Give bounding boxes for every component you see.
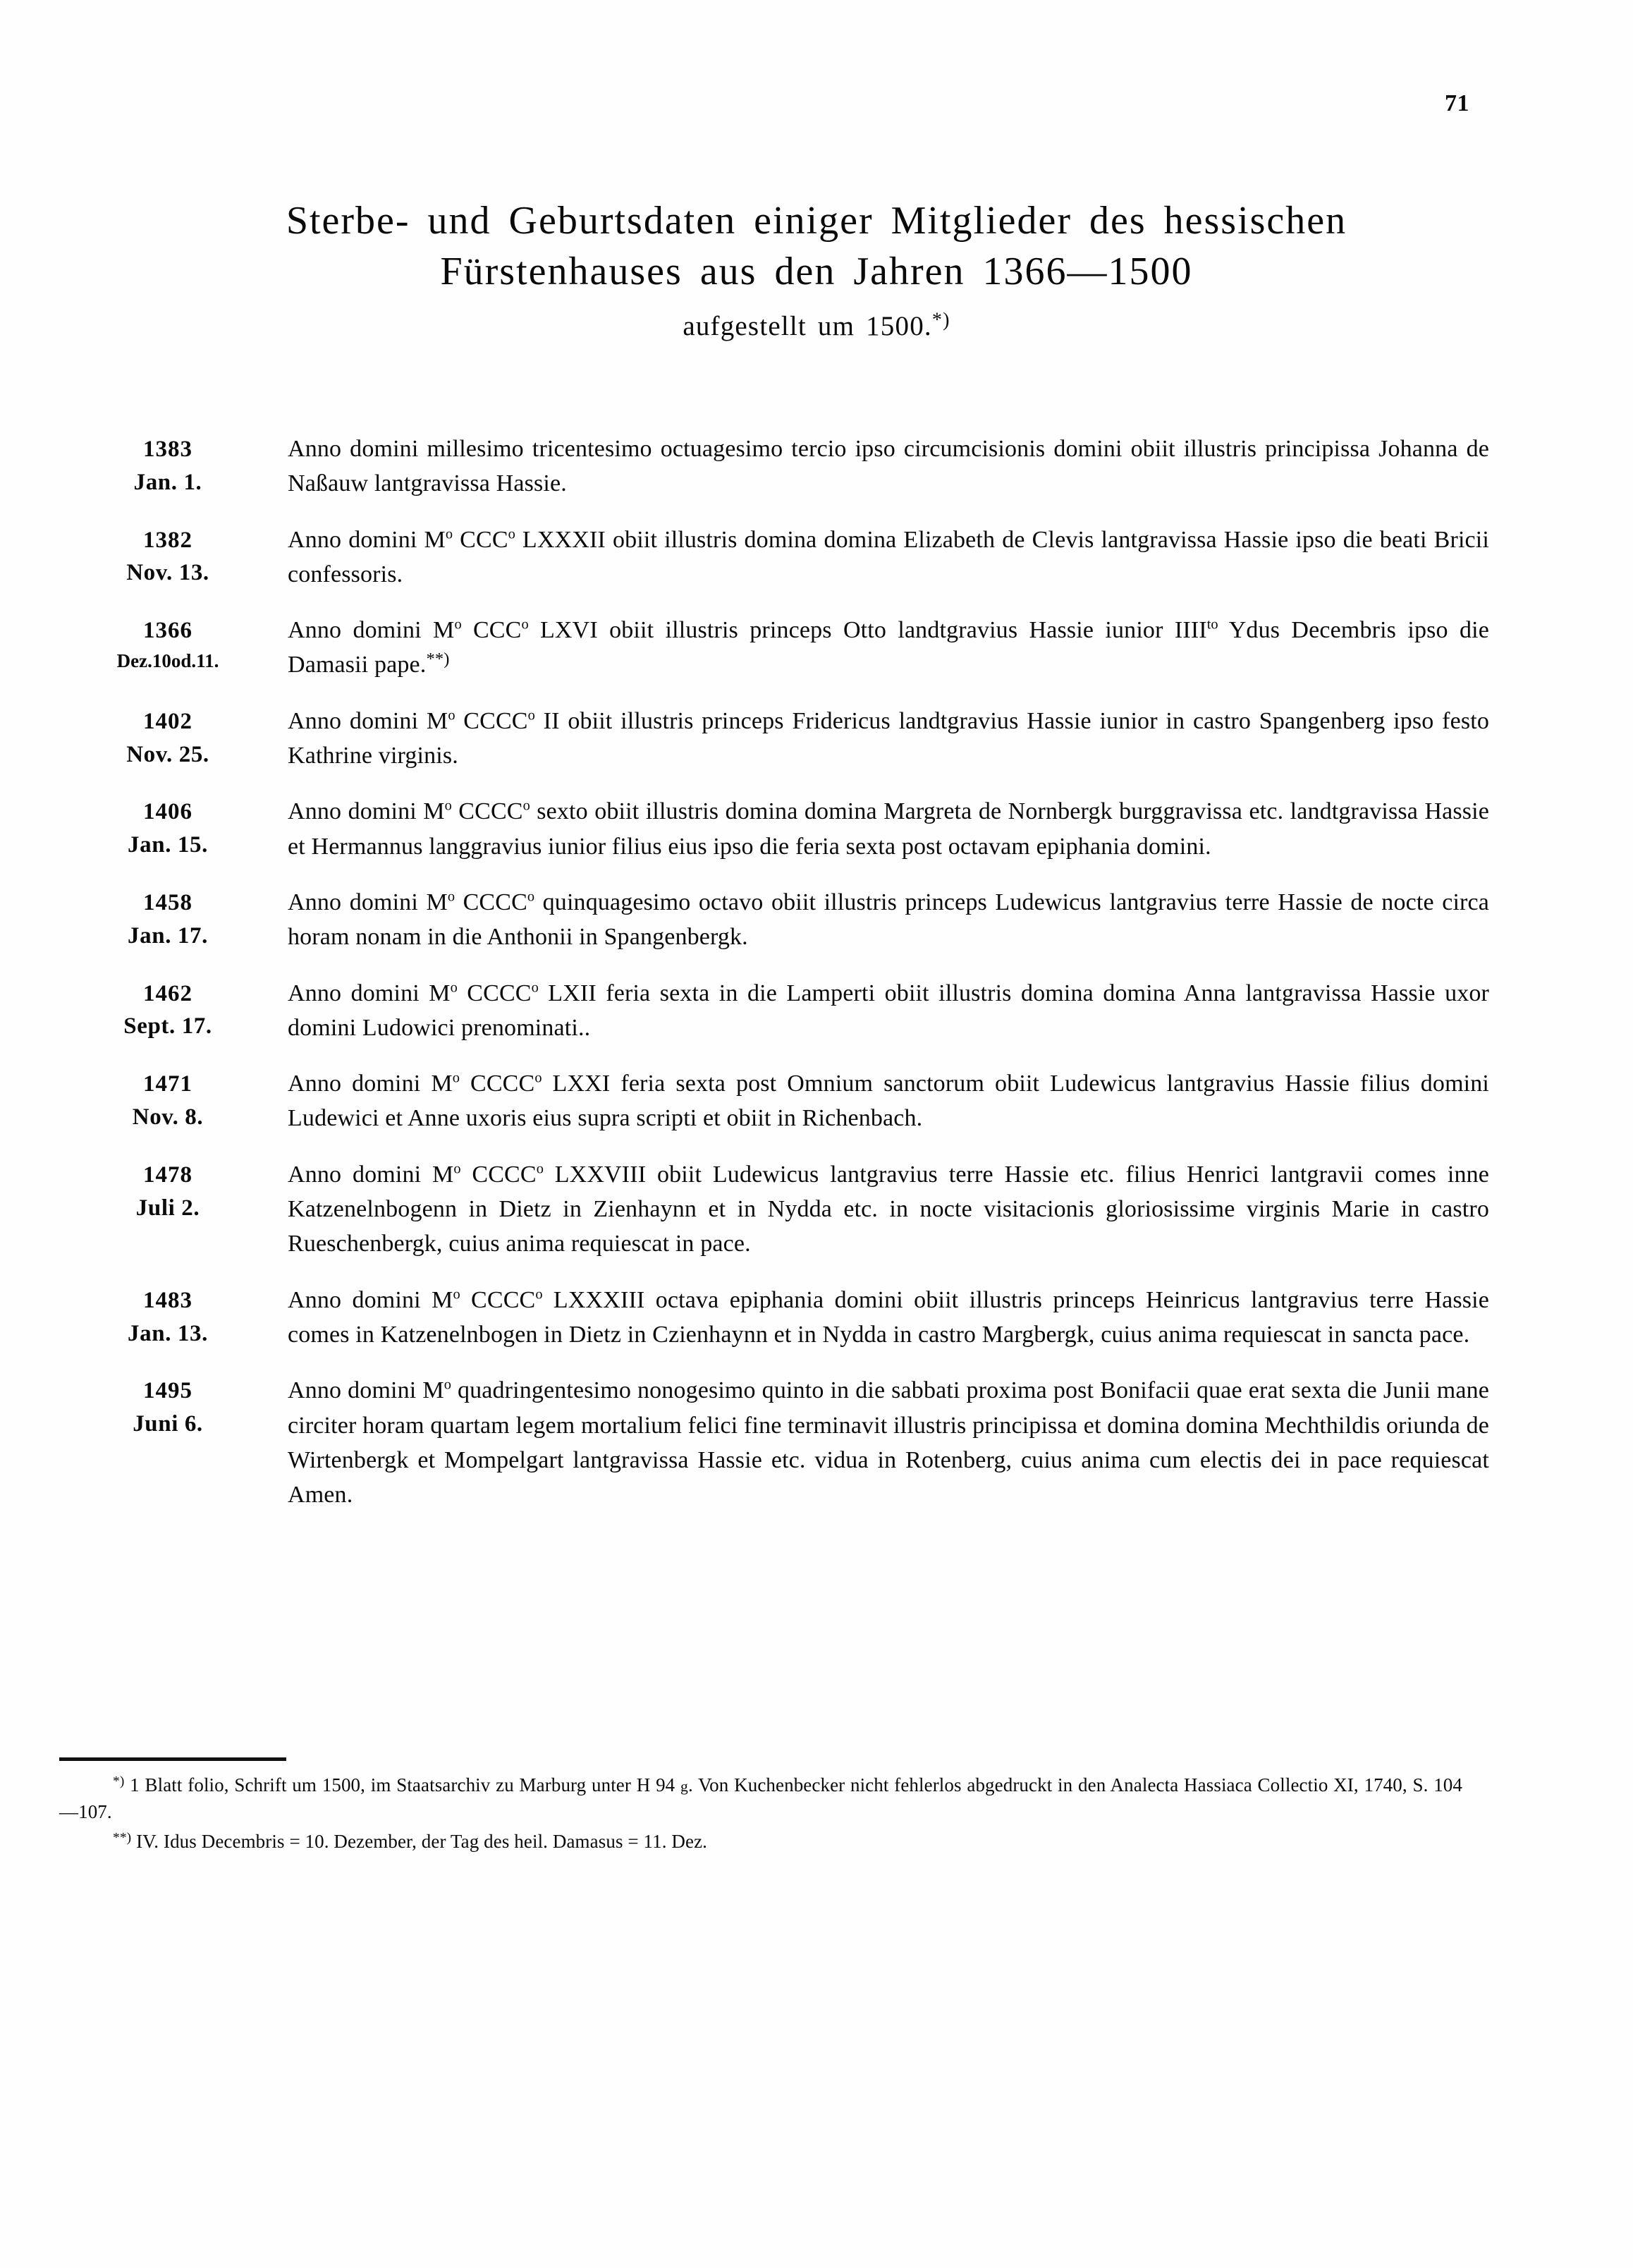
entry-body: Anno domini millesimo tricentesimo octuagesimo tercio ipso circumcisionis domini obiit illustris principissa Johanna de Naßauw lantgravissa Hassie. [288, 436, 1489, 497]
entry-row [79, 432, 1489, 501]
entry-row [79, 794, 1489, 864]
entry-row [79, 613, 1489, 683]
page-number: 71 [1445, 90, 1469, 116]
entry-date [79, 1157, 257, 1225]
entry-row [79, 976, 1489, 1046]
entry-date [79, 704, 257, 772]
entry-date [79, 1066, 257, 1134]
entry-text [257, 1157, 1489, 1262]
entry-body: Anno domini $M^o$ CCCC$^o$ LXXVIII obiit Ludewicus lantgravius terre Hassie etc. filius Henrici lantgravii comes inne Katzenelnbogenn in Dietz in Zienhaynn et in Nydda etc. in nocte visitacionis gloriosissime virginis Marie in castro Rueschenbergk, cuius anima requiescat in pace. [288, 1161, 1489, 1257]
entry-year: 1382 [143, 527, 192, 553]
entry-body: Anno domini $M^o$ CCCC$^o$ quinquagesimo octavo obiit illustris princeps Ludewicus lantgravius terre Hassie de nocte circa horam nonam in die Anthonii in Spangenbergk. [288, 889, 1490, 951]
entry-date [79, 976, 257, 1044]
entry-year: 1366 [143, 618, 192, 644]
entry-row [79, 1066, 1489, 1136]
entry-day: Nov. 13. [126, 560, 209, 586]
entry-year: 1406 [143, 799, 192, 825]
entry-date [79, 523, 257, 590]
entry-text [257, 976, 1489, 1046]
entry-day: Sept. 17. [123, 1013, 212, 1040]
entry-date [79, 794, 257, 862]
footnote-rule [59, 1757, 286, 1761]
entry-text [257, 885, 1489, 955]
entry-list [79, 432, 1489, 1533]
entry-body: Anno domini $M^o$ CCCC$^o$ LXXXIII octava epiphania domini obiit illustris princeps Heinricus lantgravius terre Hassie comes in Katzenelnbogen in Dietz in Czienhaynn et in Nydda in castro Margbergk, cuius anima requiescat in sancta pace. [288, 1286, 1489, 1348]
page-subtitle: aufgestellt um 1500.*) [683, 309, 950, 342]
entry-row [79, 885, 1489, 955]
page-title-line-2: Fürstenhauses aus den Jahren 1366—1500 [440, 250, 1193, 294]
entry-day: Jan. 1. [133, 469, 202, 495]
entry-day: Jan. 17. [128, 922, 208, 949]
title-block [78, 197, 1555, 342]
entry-day: Jan. 13. [128, 1320, 208, 1346]
footnote-one: *) 1 Blatt folio, Schrift um 1500, im Staatsarchiv zu Marburg unter H 94 g. Von Kuchenbecker nicht fehlerlos abgedruckt in den Analecta Hassiaca Collectio XI, 1740, S. 104—107. [59, 1774, 1463, 1822]
entry-text [257, 613, 1489, 683]
entry-body: Anno domini $M^o$ quadringentesimo nonogesimo quinto in die sabbati proxima post Bonifacii quae erat sexta die Junii mane circiter horam quartam legem mortalium felici fine terminavit illustris principissa et domina domina Mechthildis oriunda de Wirtenbergk et Mompelgart lantgravissa Hassie etc. vidua in Rotenberg, cuius anima cum electis dei in pace requiescat Amen. [288, 1377, 1489, 1508]
entry-text [257, 1066, 1489, 1136]
footnote-two: **) IV. Idus Decembris = 10. Dezember, der Tag des heil. Damasus = 11. Dez. [113, 1829, 708, 1852]
entry-row [79, 1157, 1489, 1262]
entry-body: Anno domini $M^o$ CCCC$^o$ LXII feria sexta in die Lamperti obiit illustris domina domina Anna lantgravissa Hassie uxor domini Ludowici prenominati.. [288, 979, 1489, 1041]
entry-body: Anno domini $M^o$ CCC$^o$ LXXXII obiit illustris domina domina Elizabeth de Clevis lantgravissa Hassie ipso die beati Bricii confessoris. [288, 525, 1489, 587]
entry-year: 1471 [143, 1071, 192, 1097]
entry-text [257, 794, 1489, 864]
entry-text [257, 432, 1489, 501]
entry-day: Nov. 8. [132, 1104, 204, 1130]
entry-body: Anno domini $M^o$ CCCC$^o$ LXXI feria sexta post Omnium sanctorum obiit Ludewicus lantgravius Hassie filius domini Ludewici et Anne uxoris eius supra scripti et obiit in Richenbach. [288, 1070, 1490, 1132]
entry-year: 1402 [143, 708, 192, 734]
entry-day: Jan. 15. [128, 832, 208, 858]
entry-date [79, 432, 257, 499]
page-title-line-1: Sterbe- und Geburtsdaten einiger Mitglieder des hessischen [286, 199, 1347, 243]
entry-day: Nov. 25. [126, 741, 209, 767]
entry-date [79, 1373, 257, 1441]
entry-body: Anno domini $M^o$ CCCC$^o$ II obiit illustris princeps Fridericus landtgravius Hassie iunior in castro Spangenberg ipso festo Kathrine virginis. [288, 707, 1489, 769]
entry-body: Anno domini $M^o$ CCCC$^o$ sexto obiit illustris domina domina Margreta de Nornbergk burggravissa etc. landtgravissa Hassie et Hermannus langgravius iunior filius eius ipso die feria sexta post octavam epiphania domini. [288, 798, 1489, 860]
entry-day: Juni 6. [133, 1411, 203, 1437]
entry-year: 1383 [143, 437, 192, 462]
footnote-block [59, 1757, 1462, 1858]
entry-year: 1483 [143, 1287, 192, 1313]
entry-year: 1495 [143, 1378, 192, 1404]
entry-date [79, 1283, 257, 1351]
entry-body: Anno domini $M^o$ CCC$^o$ LXVI obiit illustris princeps Otto landtgravius Hassie iunior $IIII^{to}$ Ydus Decembris ipso die Damasii pape.**) [288, 616, 1489, 678]
entry-text [257, 1373, 1489, 1512]
entry-date [79, 613, 257, 674]
entry-text [257, 523, 1489, 592]
entry-row [79, 1283, 1489, 1353]
entry-text [257, 1283, 1489, 1353]
entry-date [79, 885, 257, 953]
entry-year: 1478 [143, 1162, 192, 1188]
entry-day: Dez.10od.11. [116, 650, 219, 672]
entry-year: 1462 [143, 980, 192, 1006]
entry-row [79, 523, 1489, 592]
entry-day: Juli 2. [135, 1195, 200, 1221]
entry-row [79, 1373, 1489, 1512]
entry-row [79, 704, 1489, 774]
entry-text [257, 704, 1489, 774]
entry-year: 1458 [143, 889, 192, 915]
